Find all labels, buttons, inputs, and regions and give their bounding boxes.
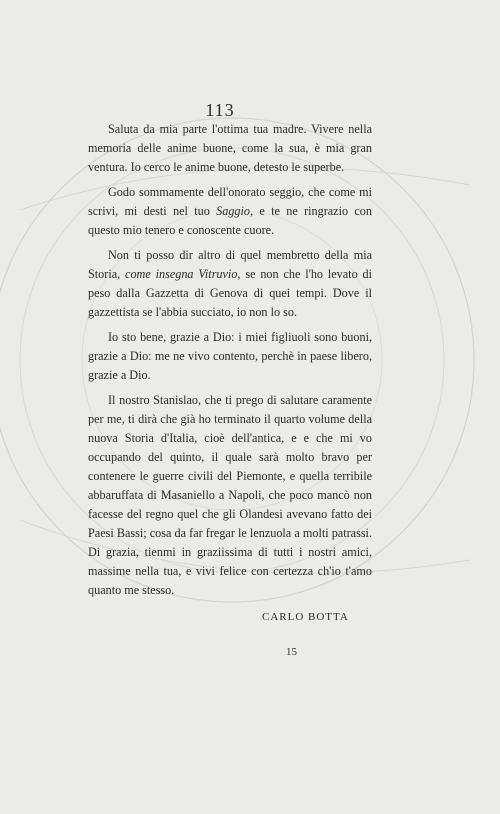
paragraph-text: Il nostro Stanislao, che ti prego di salutare caramente per me, ti dirà che già ho terminato il quarto volume della nuova Storia d'Italia, cioè dell'antica, e e che mi vo occupando del quinto, il quale sarà molto bravo per contenere le guerre civili del Piemonte, e quella terribile abbaruffata di Masaniello a Napoli, che poco mancò non facesse del regno quel che gli Olandesi avevano fatto dei Paesi Bassi; cosa da far fregar le lenzuola a molti patrassi. Di grazia, tienmi in graziissima di tutti i nostri amici, massime nella tua, e vivi felice con certezza ch'io t'amo quanto me stesso.: [88, 393, 372, 597]
letter-body: [88, 120, 372, 600]
signature: [262, 611, 349, 623]
letter-paragraph: [88, 328, 372, 385]
letter-paragraph: [88, 246, 372, 322]
signature-mark: 15: [286, 646, 297, 658]
paragraph-text: Saluta da mia parte l'ottima tua madre. Vivere nella memoria delle anime buone, come la sua, è mia gran ventura. Io cerco le anime buone, detesto le superbe.: [88, 122, 372, 174]
letter-paragraph: [88, 183, 372, 240]
paragraph-text: Godo sommamente dell'onorato seggio, che come mi scrivi, mi desti nel tuo: [88, 185, 372, 218]
paragraph-text: , se non che l'ho levato di peso dalla Gazzetta di Genova di quei tempi. Dove il gazzettista se l'abbia succiato, io non lo so.: [88, 267, 372, 319]
letter-paragraph: [88, 391, 372, 600]
italic-title-text: come insegna Vitruvio: [125, 267, 238, 281]
page-number: 113: [205, 100, 235, 120]
letter-paragraph: [88, 120, 372, 177]
signature-text: CARLO BOTTA: [262, 611, 349, 623]
paragraph-text: Io sto bene, grazie a Dio: i miei figliuoli sono buoni, grazie a Dio: me ne vivo contento, perchè in paese libero, grazie a Dio.: [88, 330, 372, 382]
paragraph-text: , e te ne ringrazio con questo mio tenero e conoscente cuore.: [88, 204, 372, 237]
paragraph-text: Non ti posso dir altro di quel membretto della mia Storia,: [88, 248, 372, 281]
italic-title-text: Saggio: [216, 204, 250, 218]
